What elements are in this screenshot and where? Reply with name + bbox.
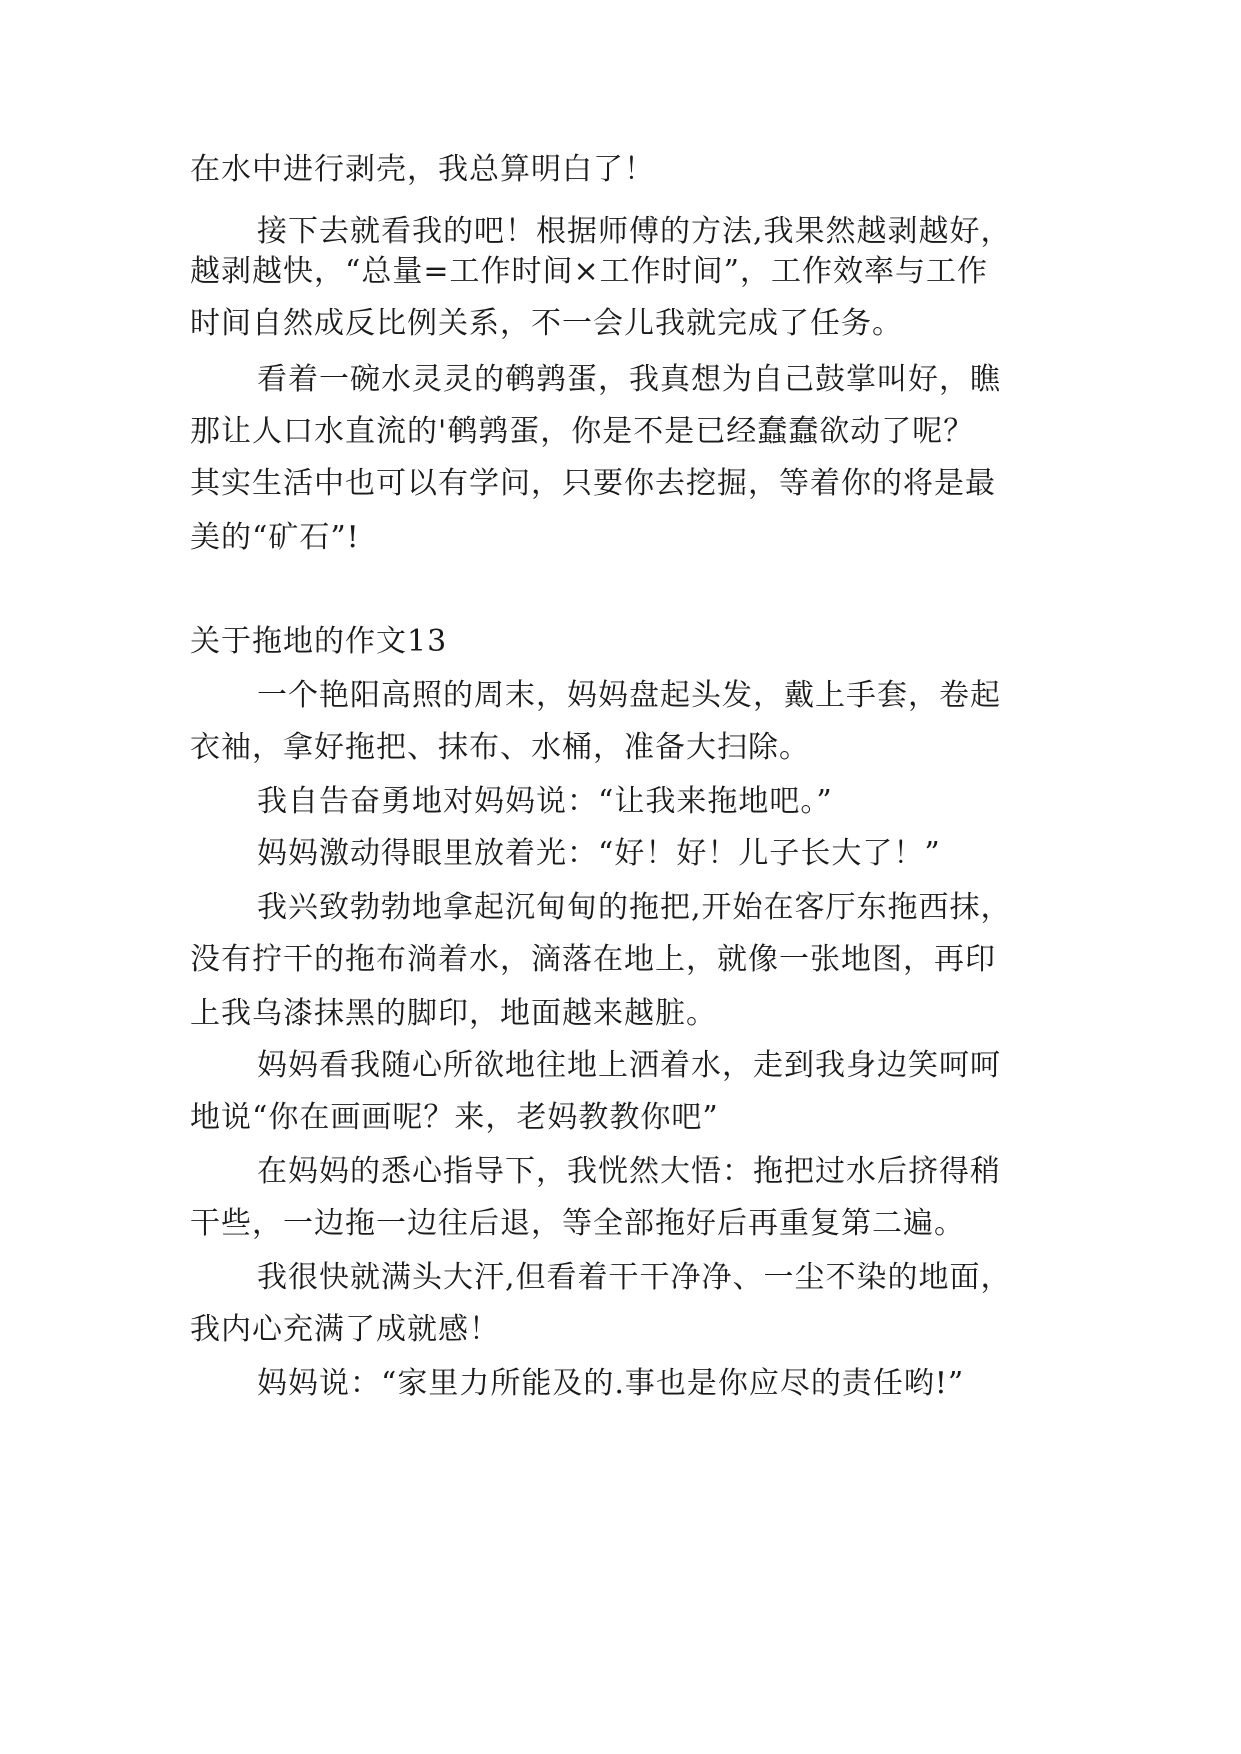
text-line: 其实生活中也可以有学问，只要你去挖掘，等着你的将是最 bbox=[190, 466, 996, 501]
section-heading: 关于拖地的作文13 bbox=[190, 624, 448, 659]
text-line: 我兴致勃勃地拿起沉甸甸的拖把,开始在客厅东拖西抹， bbox=[257, 890, 1012, 925]
text-line: 在水中进行剥壳，我总算明白了！ bbox=[190, 152, 655, 187]
text-line: 没有拧干的拖布淌着水，滴落在地上，就像一张地图，再印 bbox=[190, 942, 996, 977]
text-line: 衣袖，拿好拖把、抹布、水桶，准备大扫除。 bbox=[190, 730, 810, 765]
text-line: 时间自然成反比例关系，不一会儿我就完成了任务。 bbox=[190, 306, 903, 341]
text-line: 上我乌漆抹黑的脚印，地面越来越脏。 bbox=[190, 996, 717, 1031]
text-line: 我自告奋勇地对妈妈说：“让我来拖地吧。” bbox=[257, 784, 833, 819]
text-line: 妈妈说：“家里力所能及的.事也是你应尽的责任哟!” bbox=[257, 1366, 965, 1401]
text-line: 一个艳阳高照的周末，妈妈盘起头发，戴上手套，卷起 bbox=[257, 678, 1001, 713]
text-line: 越剥越快，“总量=工作时间×工作时间”，工作效率与工作 bbox=[190, 254, 988, 289]
text-line: 妈妈看我随心所欲地往地上洒着水，走到我身边笑呵呵 bbox=[257, 1048, 1001, 1083]
text-line: 妈妈激动得眼里放着光：“好！好！儿子长大了！” bbox=[257, 836, 941, 871]
text-line: 我内心充满了成就感！ bbox=[190, 1312, 500, 1347]
text-line: 地说“你在画画呢？来，老妈教教你吧” bbox=[190, 1100, 719, 1135]
text-line: 看着一碗水灵灵的鹌鹑蛋，我真想为自己鼓掌叫好，瞧 bbox=[257, 362, 1001, 397]
text-line: 在妈妈的悉心指导下，我恍然大悟：拖把过水后挤得稍 bbox=[257, 1154, 1001, 1189]
text-line: 那让人口水直流的'鹌鹑蛋，你是不是已经蠢蠢欲动了呢？ bbox=[190, 414, 975, 449]
text-line: 我很快就满头大汗,但看着干干净净、一尘不染的地面， bbox=[257, 1260, 1012, 1295]
text-line: 接下去就看我的吧！根据师傅的方法,我果然越剥越好， bbox=[257, 214, 1012, 249]
text-line: 干些，一边拖一边往后退，等全部拖好后再重复第二遍。 bbox=[190, 1206, 965, 1241]
text-line: 美的“矿石”! bbox=[190, 520, 360, 555]
